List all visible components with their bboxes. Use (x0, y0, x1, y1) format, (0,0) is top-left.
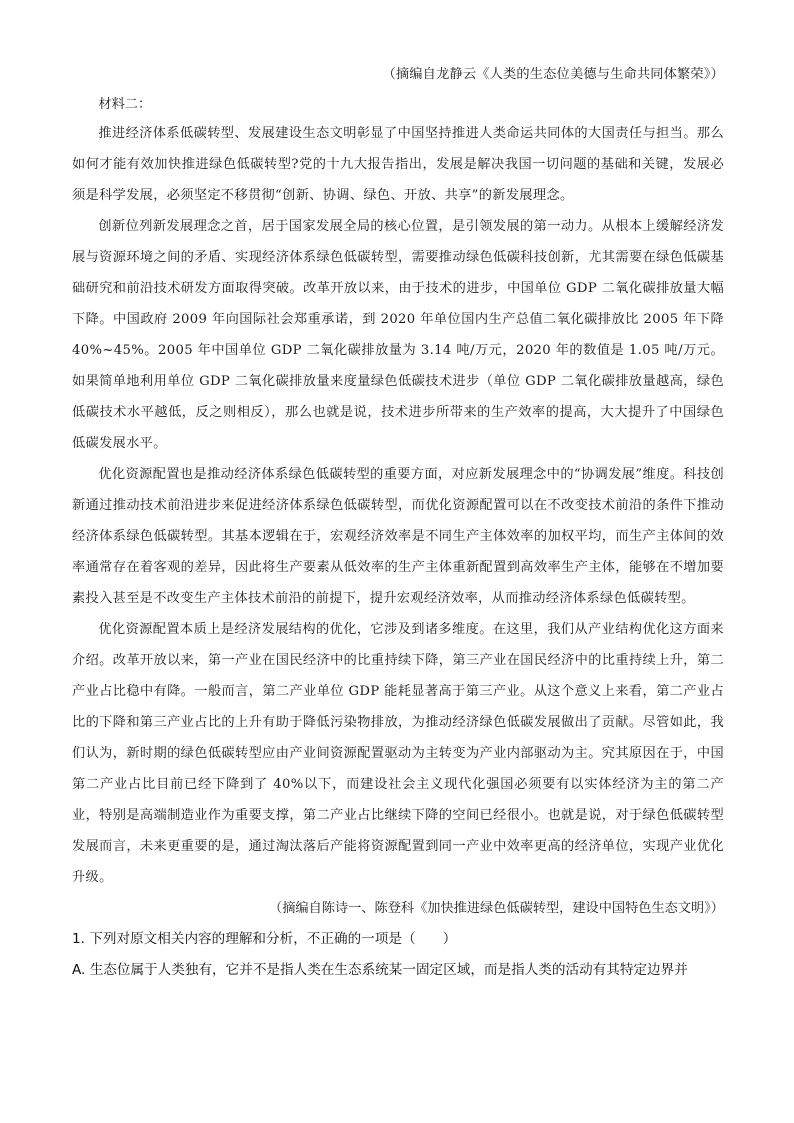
question-1: 1. 下列对原文相关内容的理解和分析，不正确的一项是（ ） (72, 931, 457, 947)
paragraph-1: 推进经济体系低碳转型、发展建设生态文明彰显了中国坚持推进人类命运共同体的大国责任与担当。那么如何才能有效加快推进绿色低碳转型?党的十九大报告指出，发展是解决我国一切问题的基础和关键，发展必须是科学发展，必须坚定不移贯彻“创新、协调、绿色、开放、共享”的新发展理念。 (72, 126, 724, 203)
paragraph-4: 优化资源配置本质上是经济发展结构的优化，它涉及到诸多维度。在这里，我们从产业结构优化这方面来介绍。改革开放以来，第一产业在国民经济中的比重持续下降，第三产业在国民经济中的比重持续上升，第二产业占比稳中有降。一般而言，第二产业单位 GDP 能耗显著高于第三产业。从这个意义上来看，第二产业占比的下降和第三产业占比的上升有助于降低污染物排放，为推动经济绿色低碳发展做出了贡献。尽管如此，我们认为，新时期的绿色低碳转型应由产业间资源配置驱动为主转变为产业内部驱动为主。究其原因在于，中国第二产业占比目前已经下降到了 40%以下，而建设社会主义现代化强国必须要有以实体经济为主的第二产业，特别是高端制造业作为重要支撑，第二产业占比继续下降的空间已经很小。也就是说，对于绿色低碳转型发展而言，未来更重要的是，通过淘汰落后产能将资源配置到同一产业中效率更高的经济单位，实现产业优化升级。 (72, 622, 724, 885)
paragraph-3: 优化资源配置也是推动经济体系绿色低碳转型的重要方面，对应新发展理念中的“协调发展”维度。科技创新通过推动技术前沿进步来促进经济体系绿色低碳转型，而优化资源配置可以在不改变技术前沿的条件下推动经济体系绿色低碳转型。其基本逻辑在于，宏观经济效率是不同生产主体效率的加权平均，而生产主体间的效率通常存在着客观的差异，因此将生产要素从低效率的生产主体重新配置到高效率生产主体，能够在不增加要素投入甚至是不改变生产主体技术前沿的前提下，提升宏观经济效率，从而推动经济体系绿色低碳转型。 (72, 467, 724, 606)
material-two-label: 材料二： (98, 97, 152, 112)
source-citation-bottom: （摘编自陈诗一、陈登科《加快推进绿色低碳转型，建设中国特色生态文明》） (269, 901, 724, 916)
document-page (72, 62, 724, 986)
paragraph-2: 创新位列新发展理念之首，居于国家发展全局的核心位置，是引领发展的第一动力。从根本上缓解经济发展与资源环境之间的矛盾、实现经济体系绿色低碳转型，需要推动绿色低碳科技创新，尤其需要在绿色低碳基础研究和前沿技术研发方面取得突破。改革开放以来，由于技术的进步，中国单位 GDP 二氧化碳排放量大幅下降。中国政府 2009 年向国际社会郑重承诺，到 2020 年单位国内生产总值二氧化碳排放比 2005 年下降 40%~45%。2005 年中国单位 GDP 二氧化碳排放量为 3.14 吨/万元，2020 年的数值是 1.05 吨/万元。如果简单地利用单位 GDP 二氧化碳排放量来度量绿色低碳技术进步（单位 GDP 二氧化碳排放量越高，绿色低碳技术水平越低，反之则相反），那么也就是说，技术进步所带来的生产效率的提高，大大提升了中国绿色低碳发展水平。 (72, 219, 724, 451)
option-a: A. 生态位属于人类独有，它并不是指人类在生态系统某一固定区域，而是指人类的活动有其特定边界并 (72, 962, 688, 978)
source-citation-top: （摘编自龙静云《人类的生态位美德与生命共同体繁荣》） (382, 67, 724, 82)
